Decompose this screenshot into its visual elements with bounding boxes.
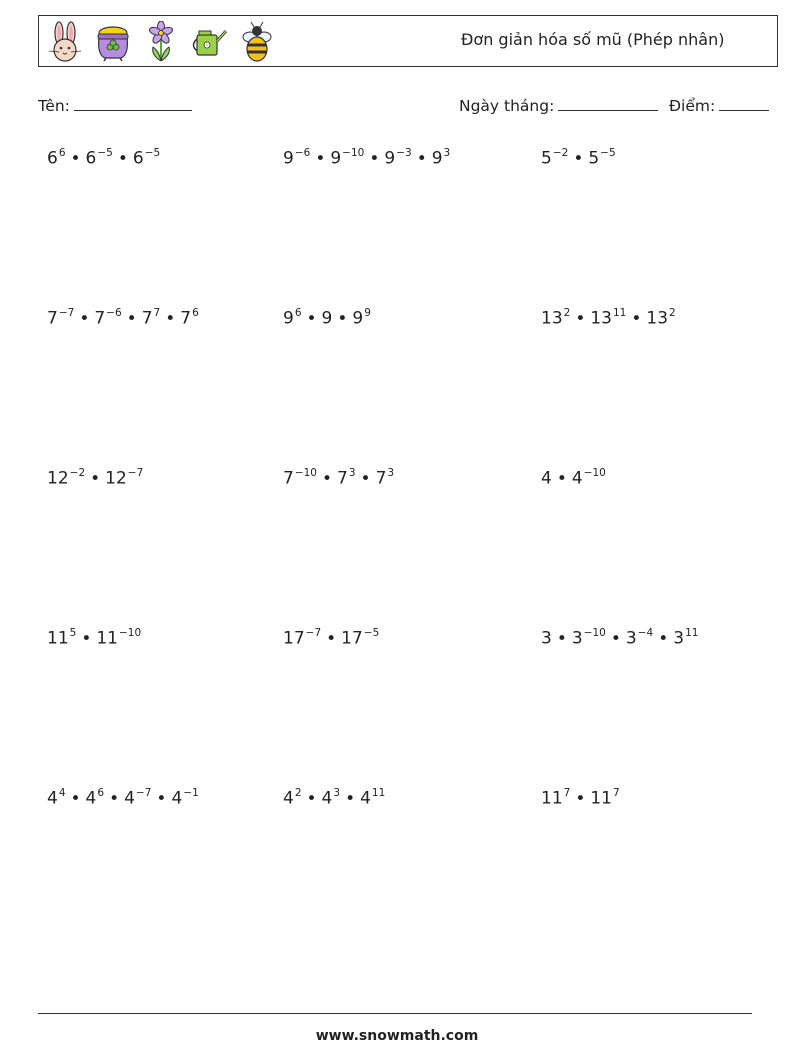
base: 4	[360, 788, 371, 809]
multiply-operator: •	[575, 788, 586, 809]
multiply-operator: •	[79, 308, 90, 329]
exponent: −5	[97, 147, 113, 159]
exponent: −10	[583, 627, 606, 639]
exponent: 11	[371, 787, 386, 799]
multiply-operator: •	[315, 148, 326, 169]
multiply-operator: •	[369, 148, 380, 169]
exponent: −3	[396, 147, 412, 159]
problem-8	[283, 468, 394, 489]
base: 11	[96, 628, 118, 649]
exponent: −7	[135, 787, 152, 799]
exponent: 6	[97, 787, 105, 799]
exponent: 4	[58, 787, 66, 799]
problem-3	[541, 148, 616, 169]
base: 12	[105, 468, 127, 489]
problem-2	[283, 148, 450, 169]
base: 13	[646, 308, 669, 329]
problem-10	[47, 628, 141, 649]
base: 4	[85, 788, 97, 809]
base: 3	[625, 628, 637, 649]
base: 11	[590, 788, 612, 809]
exponent: 6	[192, 307, 199, 319]
base: 11	[47, 628, 69, 649]
base: 7	[94, 308, 106, 329]
multiply-operator: •	[70, 148, 81, 169]
problem-12	[541, 628, 698, 649]
exponent: −10	[583, 467, 606, 479]
base: 4	[283, 788, 294, 809]
exponent: −6	[106, 307, 122, 319]
base: 3	[541, 628, 552, 649]
exponent: 2	[294, 787, 302, 799]
exponent: −5	[144, 147, 161, 159]
multiply-operator: •	[126, 308, 137, 329]
date-label: Ngày tháng:	[459, 97, 555, 115]
multiply-operator: •	[575, 308, 586, 329]
exponent: −10	[119, 627, 142, 639]
multiply-operator: •	[70, 788, 81, 809]
footer-url: www.snowmath.com	[315, 1028, 479, 1044]
multiply-operator: •	[117, 148, 128, 169]
multiply-operator: •	[631, 308, 642, 329]
base: 4	[124, 788, 135, 809]
base: 13	[590, 308, 612, 329]
base: 12	[47, 468, 69, 489]
exponent: −6	[294, 147, 311, 159]
base: 7	[180, 308, 192, 329]
base: 4	[171, 788, 183, 809]
base: 11	[541, 788, 563, 809]
base: 9	[283, 308, 294, 329]
base: 9	[384, 148, 396, 169]
exponent: 3	[348, 467, 356, 479]
base: 7	[375, 468, 387, 489]
base: 5	[588, 148, 600, 169]
exponent: 7	[613, 787, 620, 799]
exponent: 9	[364, 307, 371, 319]
name-label: Tên:	[38, 97, 70, 115]
exponent: −5	[363, 627, 380, 639]
exponent: 2	[563, 307, 571, 319]
base: 9	[283, 148, 294, 169]
exponent: 5	[69, 627, 77, 639]
exponent: 11	[685, 627, 699, 639]
exponent: −1	[183, 787, 199, 799]
exponent: 11	[613, 307, 627, 319]
base: 4	[571, 468, 583, 489]
exponent: −2	[552, 147, 569, 159]
multiply-operator: •	[306, 308, 317, 329]
exponent: 2	[669, 307, 676, 319]
base: 4	[321, 788, 333, 809]
problem-1	[47, 148, 160, 169]
base: 9	[321, 308, 333, 329]
base: 6	[132, 148, 144, 169]
exponent: 3	[387, 467, 395, 479]
exponent: 7	[563, 787, 571, 799]
base: 6	[85, 148, 97, 169]
multiply-operator: •	[360, 468, 371, 489]
base: 9	[431, 148, 443, 169]
multiply-operator: •	[165, 308, 176, 329]
exponent: −7	[127, 467, 144, 479]
problem-9	[541, 468, 606, 489]
exponent: 6	[294, 307, 302, 319]
problem-14	[283, 788, 385, 809]
base: 7	[337, 468, 348, 489]
exponent: −10	[342, 147, 365, 159]
worksheet-title: Đơn giản hóa số mũ (Phép nhân)	[461, 30, 725, 49]
exponent: −7	[58, 307, 75, 319]
multiply-operator: •	[156, 788, 167, 809]
multiply-operator: •	[556, 628, 567, 649]
exponent: 3	[333, 787, 341, 799]
base: 3	[673, 628, 685, 649]
base: 9	[352, 308, 364, 329]
multiply-operator: •	[109, 788, 120, 809]
base: 4	[47, 788, 58, 809]
multiply-operator: •	[573, 148, 584, 169]
problem-13	[47, 788, 199, 809]
base: 7	[141, 308, 153, 329]
multiply-operator: •	[556, 468, 567, 489]
multiply-operator: •	[90, 468, 101, 489]
base: 13	[541, 308, 563, 329]
exponent: −10	[294, 467, 317, 479]
exponent: −4	[637, 627, 654, 639]
base: 17	[341, 628, 363, 649]
exponent: 3	[443, 147, 451, 159]
multiply-operator: •	[326, 628, 337, 649]
multiply-operator: •	[416, 148, 427, 169]
multiply-operator: •	[610, 628, 621, 649]
multiply-operator: •	[306, 788, 317, 809]
problem-4	[47, 308, 199, 329]
base: 5	[541, 148, 552, 169]
multiply-operator: •	[81, 628, 92, 649]
base: 7	[47, 308, 58, 329]
base: 9	[330, 148, 342, 169]
base: 7	[283, 468, 294, 489]
problem-5	[283, 308, 371, 329]
exponent: 7	[153, 307, 161, 319]
footer-divider	[38, 1013, 752, 1014]
multiply-operator: •	[322, 468, 333, 489]
exponent: −7	[305, 627, 322, 639]
base: 17	[283, 628, 305, 649]
base: 3	[571, 628, 583, 649]
problem-6	[541, 308, 676, 329]
base: 4	[541, 468, 552, 489]
problem-11	[283, 628, 379, 649]
exponent: 6	[58, 147, 66, 159]
base: 6	[47, 148, 58, 169]
exponent: −5	[600, 147, 616, 159]
multiply-operator: •	[337, 308, 348, 329]
multiply-operator: •	[658, 628, 669, 649]
multiply-operator: •	[345, 788, 356, 809]
problem-7	[47, 468, 143, 489]
exponent: −2	[69, 467, 86, 479]
score-label: Điểm:	[669, 97, 716, 115]
problem-15	[541, 788, 620, 809]
